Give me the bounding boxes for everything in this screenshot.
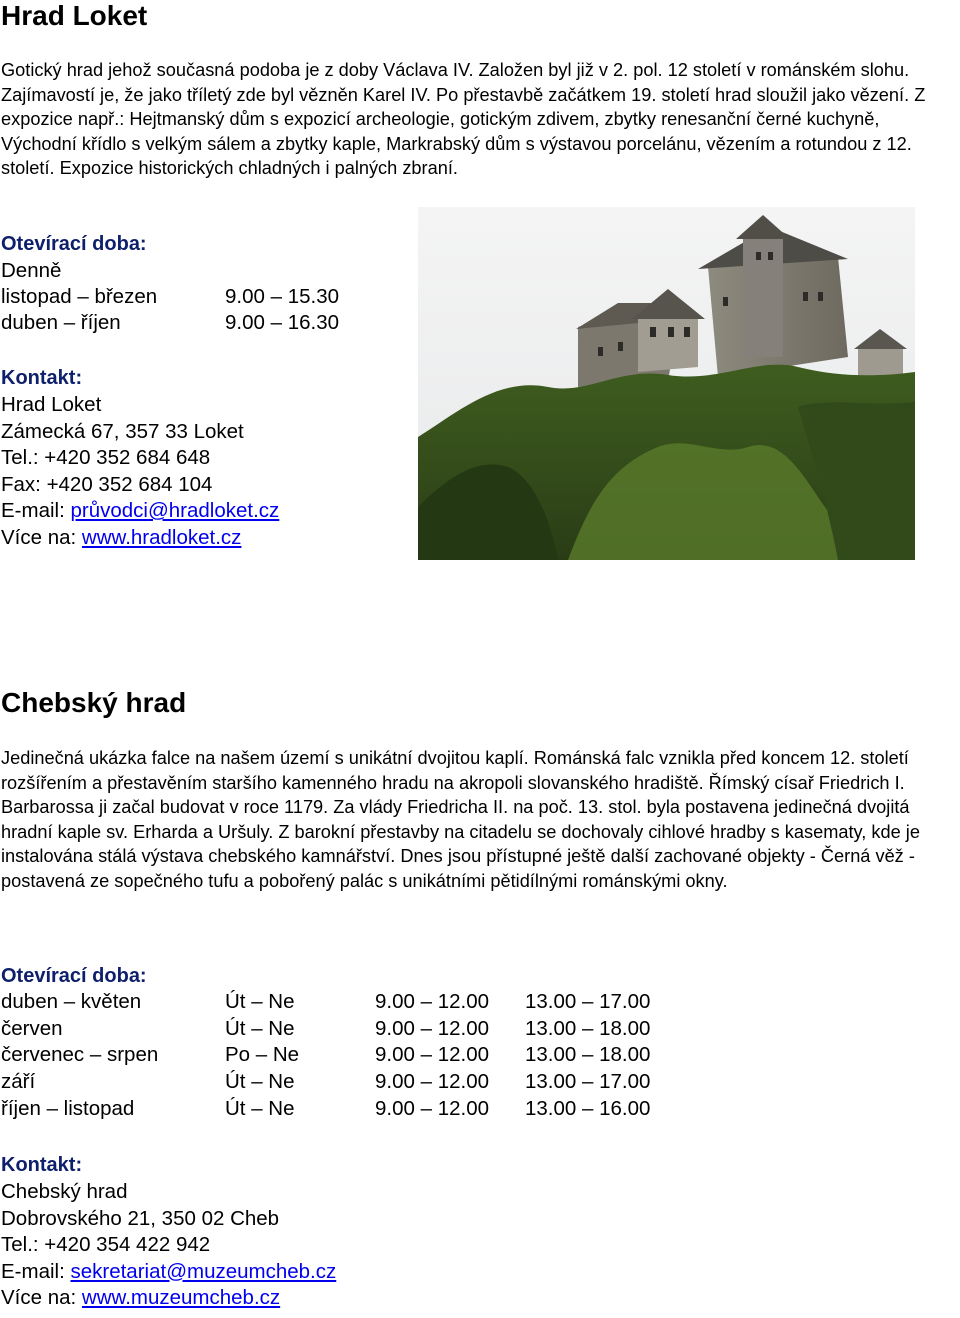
cheb-hours-row bbox=[1, 1017, 959, 1044]
loket-title: Hrad Loket bbox=[1, 0, 148, 31]
loket-hours-period: duben – říjen bbox=[1, 311, 121, 335]
loket-contact-heading: Kontakt: bbox=[1, 367, 83, 389]
cheb-web-link[interactable]: www.muzeumcheb.cz bbox=[81, 1286, 281, 1309]
email-label: E-mail: bbox=[1, 1259, 71, 1283]
cheb-hours-morning: 9.00 – 12.00 bbox=[375, 990, 489, 1013]
loket-web-link[interactable]: www.hradloket.cz bbox=[81, 525, 242, 549]
cheb-title: Chebský hrad bbox=[1, 687, 187, 718]
cheb-hours-morning: 9.00 – 12.00 bbox=[375, 1043, 489, 1067]
cheb-contact-tel: Tel.: +420 354 422 942 bbox=[1, 1233, 211, 1256]
cheb-hours-heading: Otevírací doba: bbox=[1, 965, 147, 987]
cheb-email-link[interactable]: sekretariat@muzeumcheb.cz bbox=[70, 1259, 337, 1283]
loket-contact-email-line bbox=[1, 498, 279, 525]
cheb-hours-afternoon: 13.00 – 17.00 bbox=[525, 1070, 651, 1094]
cheb-contact-address: Dobrovského 21, 350 02 Cheb bbox=[1, 1206, 280, 1230]
loket-hours-time: 9.00 – 16.30 bbox=[225, 311, 339, 335]
cheb-hours-block bbox=[1, 963, 959, 1123]
loket-hours-time: 9.00 – 15.30 bbox=[225, 284, 339, 308]
cheb-hours-morning: 9.00 – 12.00 bbox=[375, 1070, 489, 1094]
loket-email-link[interactable]: průvodci@hradloket.cz bbox=[70, 499, 280, 522]
loket-hours-row bbox=[1, 311, 339, 338]
cheb-hours-row bbox=[1, 1043, 959, 1070]
cheb-hours-row bbox=[1, 990, 959, 1017]
cheb-hours-period: červen bbox=[1, 1016, 63, 1040]
loket-contact-block bbox=[1, 365, 279, 551]
email-label: E-mail: bbox=[1, 499, 71, 522]
cheb-hours-period: září bbox=[1, 1070, 36, 1094]
cheb-hours-days: Út – Ne bbox=[225, 1016, 295, 1040]
loket-hours-daily: Denně bbox=[1, 259, 62, 282]
cheb-hours-days: Út – Ne bbox=[225, 1096, 295, 1120]
cheb-hours-morning: 9.00 – 12.00 bbox=[375, 1096, 489, 1120]
cheb-hours-row bbox=[1, 1070, 959, 1097]
castle-tower bbox=[743, 237, 783, 357]
cheb-hours-days: Po – Ne bbox=[225, 1043, 300, 1067]
cheb-hours-period: říjen – listopad bbox=[1, 1096, 135, 1120]
loket-hours-row bbox=[1, 284, 339, 312]
cheb-hours-afternoon: 13.00 – 18.00 bbox=[525, 1016, 651, 1040]
cheb-contact-heading: Kontakt: bbox=[1, 1154, 83, 1176]
web-label: Více na: bbox=[1, 1286, 82, 1309]
cheb-description: Jedinečná ukázka falce na našem území s unikátní dvojitou kaplí. Románská falc vznikla před koncem 12. století rozšířením a přestavěním staršího kamenného hradu na akropoli slovanského hradiště. Římský císař Friedrich I. Barbarossa ji začal budovat v roce 1179. Za vlády Friedricha II. na poč. 13. stol. byla postavena jedinečná dvojitá hradní kaple sv. Erharda a Uršuly. Z barokní přestavby na citadelu se dochovaly cihlové hradby s kasematy, kde je instalována stálá výstava chebského kamnářství. Dnes jsou přístupné ještě další zachované objekty - Černá věž - postavená ze sopečného tufu a pobořený palác s unikátními pětidílnými románskými okny. bbox=[1, 748, 920, 891]
loket-description: Gotický hrad jehož současná podoba je z doby Václava IV. Založen byl již v 2. pol. 12 století v románském slohu. Zajímavostí je, že jako tříletý zde byl vězněn Karel IV. Po přestavbě začátkem 19. století hrad sloužil jako vězení. Z expozice např.: Hejtmanský dům s expozicí archeologie, gotickým zdivem, zbytky renesanční černé kuchyně, Východní křídlo s velkým sálem a zbytky kaple, Markrabský dům s výstavou porcelánu, vězením a rotundou z 12. století. Expozice historických chladných i palných zbraní. bbox=[1, 60, 926, 178]
loket-hours-block bbox=[1, 231, 339, 338]
cheb-contact-name: Chebský hrad bbox=[1, 1180, 128, 1203]
cheb-contact-email-line bbox=[1, 1259, 336, 1286]
cheb-hours-period: duben – květen bbox=[1, 990, 142, 1013]
loket-contact-tel: Tel.: +420 352 684 648 bbox=[1, 446, 211, 469]
loket-contact-name: Hrad Loket bbox=[1, 393, 102, 416]
cheb-hours-days: Út – Ne bbox=[225, 990, 295, 1013]
loket-contact-fax: Fax: +420 352 684 104 bbox=[1, 472, 213, 496]
cheb-contact-web-line bbox=[1, 1285, 336, 1312]
loket-hours-heading: Otevírací doba: bbox=[1, 233, 147, 255]
loket-castle-photo bbox=[418, 207, 915, 560]
cheb-hours-afternoon: 13.00 – 16.00 bbox=[525, 1096, 651, 1120]
loket-contact-web-line bbox=[1, 525, 279, 552]
loket-contact-address: Zámecká 67, 357 33 Loket bbox=[1, 419, 244, 443]
cheb-hours-morning: 9.00 – 12.00 bbox=[375, 1016, 489, 1040]
cheb-hours-row bbox=[1, 1097, 959, 1124]
loket-hours-period: listopad – březen bbox=[1, 284, 158, 308]
cheb-hours-days: Út – Ne bbox=[225, 1070, 295, 1094]
cheb-hours-period: červenec – srpen bbox=[1, 1043, 159, 1067]
web-label: Více na: bbox=[1, 525, 82, 549]
cheb-hours-afternoon: 13.00 – 17.00 bbox=[525, 990, 651, 1013]
cheb-hours-afternoon: 13.00 – 18.00 bbox=[525, 1043, 651, 1067]
cheb-contact-block bbox=[1, 1152, 336, 1312]
